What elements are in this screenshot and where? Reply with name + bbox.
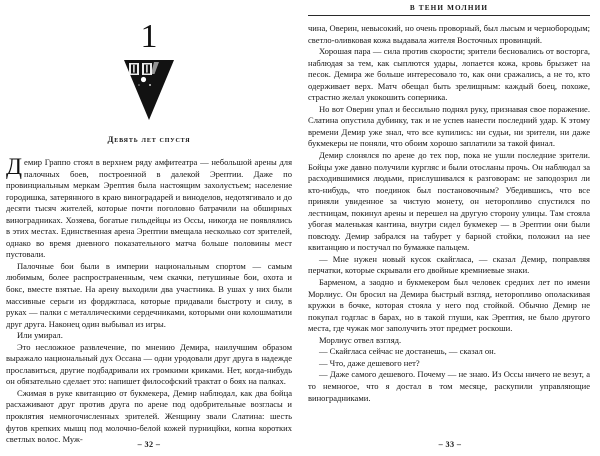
paragraph: — Скайгласа сейчас не достанешь, — сказал он. [319, 346, 496, 357]
paragraph: — Мне нужен новый кусок скайгласа, — сказал Демир, поправляя перчатки, которые скрывали его двойные кремниевые знаки. [308, 253, 590, 276]
paragraph: чина, Оверин, невысокий, но очень проворный, был лысым и чернобородым; светло-оливковая кожа выдавала жителя Восточных провинций. [308, 23, 590, 45]
drop-cap: Д [6, 154, 23, 180]
chapter-number: 1 [140, 18, 158, 55]
paragraph: Хорошая пара — сила против скорости; зрители бесновались от восторга, наблюдая за тем, как сыплются удары, лопается кожа, кровь брызжет на песок. Демира же больше интересовало то, как они сражались, а не то, кто одерживает верх. Матч обещал быть зрелищным: каждый боец, похоже, страстно желал укокошить соперника. [308, 46, 590, 103]
paragraph [6, 154, 292, 261]
paragraph-text: емир Граппо стоял в верхнем ряду амфитеатра — небольшой арены для палочных боев, построенной в далекой Эрептии. Даже по провинциальным меркам Эрептия была настоящим захолустьем; население городишка, затерянного в краю виноградарей и виноделов, недотягивало и до десяти тысяч жителей, которые почти поголовно батрачили на обширных виноградниках. Хозяева, богатые гильдейцы из Оссы, никогда не появлялись в этих местах. Единственная арена Эрептии вмещала несколько сот зрителей, однако во время дневного показательного матча больше половины мест пустовали. [6, 157, 292, 260]
paragraph: Сжимая в руке квитанцию от букмекера, Демир наблюдал, как два бойца расхаживают друг против друга по арене под одобрительные возгласы и проклятия немногочисленных зрителей. Женщину звали Слатина: шесть футов крепких мышц под молочно-белой кожей пурницйки, копна коротких светлых волос. Муж- [6, 387, 292, 445]
paragraph: — Что, даже дешевого нет? [319, 357, 420, 368]
paragraph: Палочные бои были в империи национальным спортом — самым любимым, более распространенным, чем скачки, петушиные бои, охота и бокс, вместе взятые. На арену выходили два участника. В ушах у них были массивные серьги из форджгласа, которые придавали быстроту и силу, в руках — палки с металлическими сердечниками, которыми они колошматили друг друга. Наконец один выбывал из игры. [6, 260, 292, 329]
paragraph: Барменом, а заодно и букмекером был человек средних лет по имени Морлиус. Он бросил на Демира быстрый взгляд, неторопливо ополаскивая кружки в бочке, которая стояла у него под стойкой. Обычно Демир не покупал годглас в барах, но в такой глуши, как Эрептия, не было другого места, где чужак мог заполучить этот предмет роскоши. [308, 277, 590, 334]
paragraph: Морлиус отвел взгляд. [319, 334, 402, 345]
inverted-triangle-ornament [121, 58, 177, 122]
paragraph: — Даже самого дешевого. Почему — не знаю. Из Оссы ничего не везут, а то немногое, что я достал в том месяце, раскупили управляющие виноградниками. [308, 369, 590, 403]
chapter-ornament [6, 58, 292, 122]
left-page-body [6, 154, 292, 446]
right-page [300, 0, 600, 456]
paragraph: Это несложное развлечение, по мнению Демира, наилучшим образом выражало национальный дух Оссана — одни уродовали друг друга в надежде прославиться, другие подбадривали их громкими криками. Нет, когда-нибудь он обязательно сделает это: напишет философский трактат о боях на палках. [6, 341, 292, 387]
paragraph: Демир слонялся по арене до тех пор, пока не ушли последние зрители. Бойцы уже давно получили кургляс и были отосланы прочь. Он наблюдал за расходившимися людьми, прислушивался к разговорам: не заподозрил ли кто-нибудь, что поединок был постановочным? Убедившись, что все приняли увиденное за чистую монету, он неторопливо спустился по лестницам, покинул арены и перешел на другую сторону улицы. Там стояла убогая маленькая кантина, внутри сидел букмекер — в Эрептии они были повсюду. Демир забрался на табурет у барной стойки, положил на нее квитанцию и постучал по бумажке пальцем. [308, 150, 590, 253]
chapter-subtitle: Девять лет спустя [107, 134, 191, 144]
paragraph: Но вот Оверин упал и бессильно поднял руку, признавая свое поражение. Слатина опустила дубинку, так и не успев нанести последний удар. К этому времени Демир уже знал, что все купились: ни судьи, ни зрители, ни даже букмекеры не поняли, что обоим хорошо заплатили за такой финал. [308, 103, 590, 149]
running-head: В ТЕНИ МОЛНИИ [409, 4, 489, 12]
folio-page-number: – 33 – [438, 440, 462, 449]
folio-page-number: – 32 – [137, 440, 161, 449]
paragraph: Или умирал. [17, 330, 63, 341]
header-rule [308, 15, 590, 16]
right-page-body [308, 23, 590, 404]
